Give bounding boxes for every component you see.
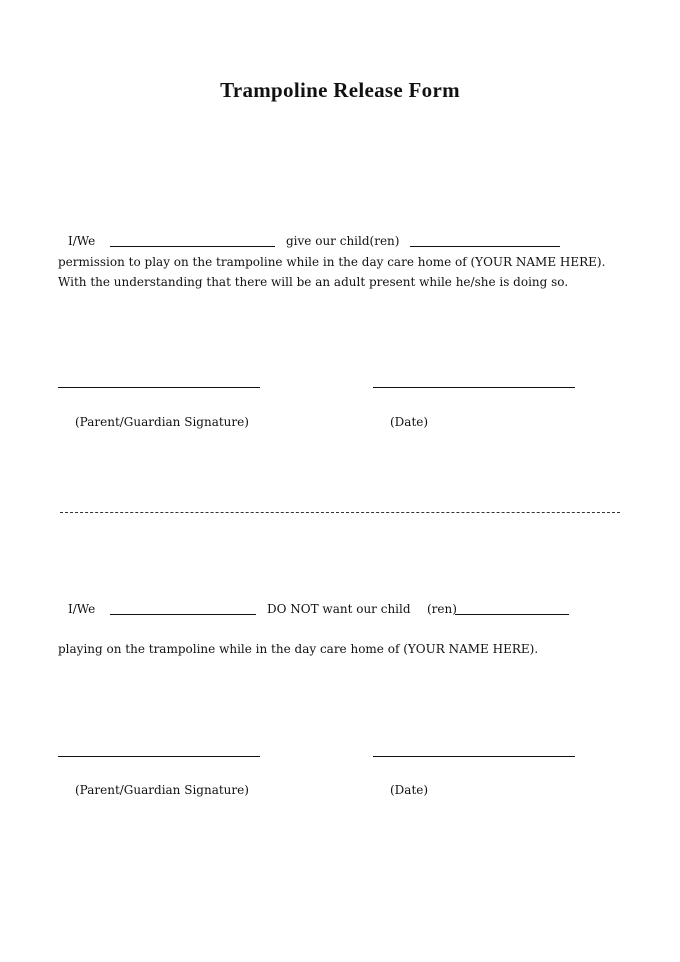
denial-mid-text: DO NOT want our child	[267, 602, 411, 616]
permission-child-name-field[interactable]	[410, 246, 560, 247]
denial-parent-name-field[interactable]	[110, 614, 256, 615]
permission-date-label: (Date)	[390, 415, 429, 429]
permission-mid-text: give our child(ren)	[286, 234, 400, 248]
permission-lead-text: I/We	[68, 234, 96, 248]
denial-line-2: playing on the trampoline while in the day care home of (YOUR NAME HERE).	[58, 642, 539, 656]
denial-child-name-field[interactable]	[455, 614, 569, 615]
form-title: Trampoline Release Form	[220, 78, 460, 102]
denial-date-line[interactable]	[373, 756, 575, 757]
permission-line-2: permission to play on the trampoline while in the day care home of (YOUR NAME HERE).	[58, 255, 606, 269]
permission-signature-line[interactable]	[58, 387, 260, 388]
permission-date-line[interactable]	[373, 387, 575, 388]
denial-signature-line[interactable]	[58, 756, 260, 757]
permission-parent-name-field[interactable]	[110, 246, 275, 247]
denial-date-label: (Date)	[390, 783, 429, 797]
denial-suffix-text: (ren)	[427, 602, 457, 616]
denial-lead-text: I/We	[68, 602, 96, 616]
permission-signature-label: (Parent/Guardian Signature)	[75, 415, 249, 429]
denial-signature-label: (Parent/Guardian Signature)	[75, 783, 249, 797]
permission-line-3: With the understanding that there will be an adult present while he/she is doing so.	[58, 275, 569, 289]
cut-divider	[60, 512, 620, 513]
